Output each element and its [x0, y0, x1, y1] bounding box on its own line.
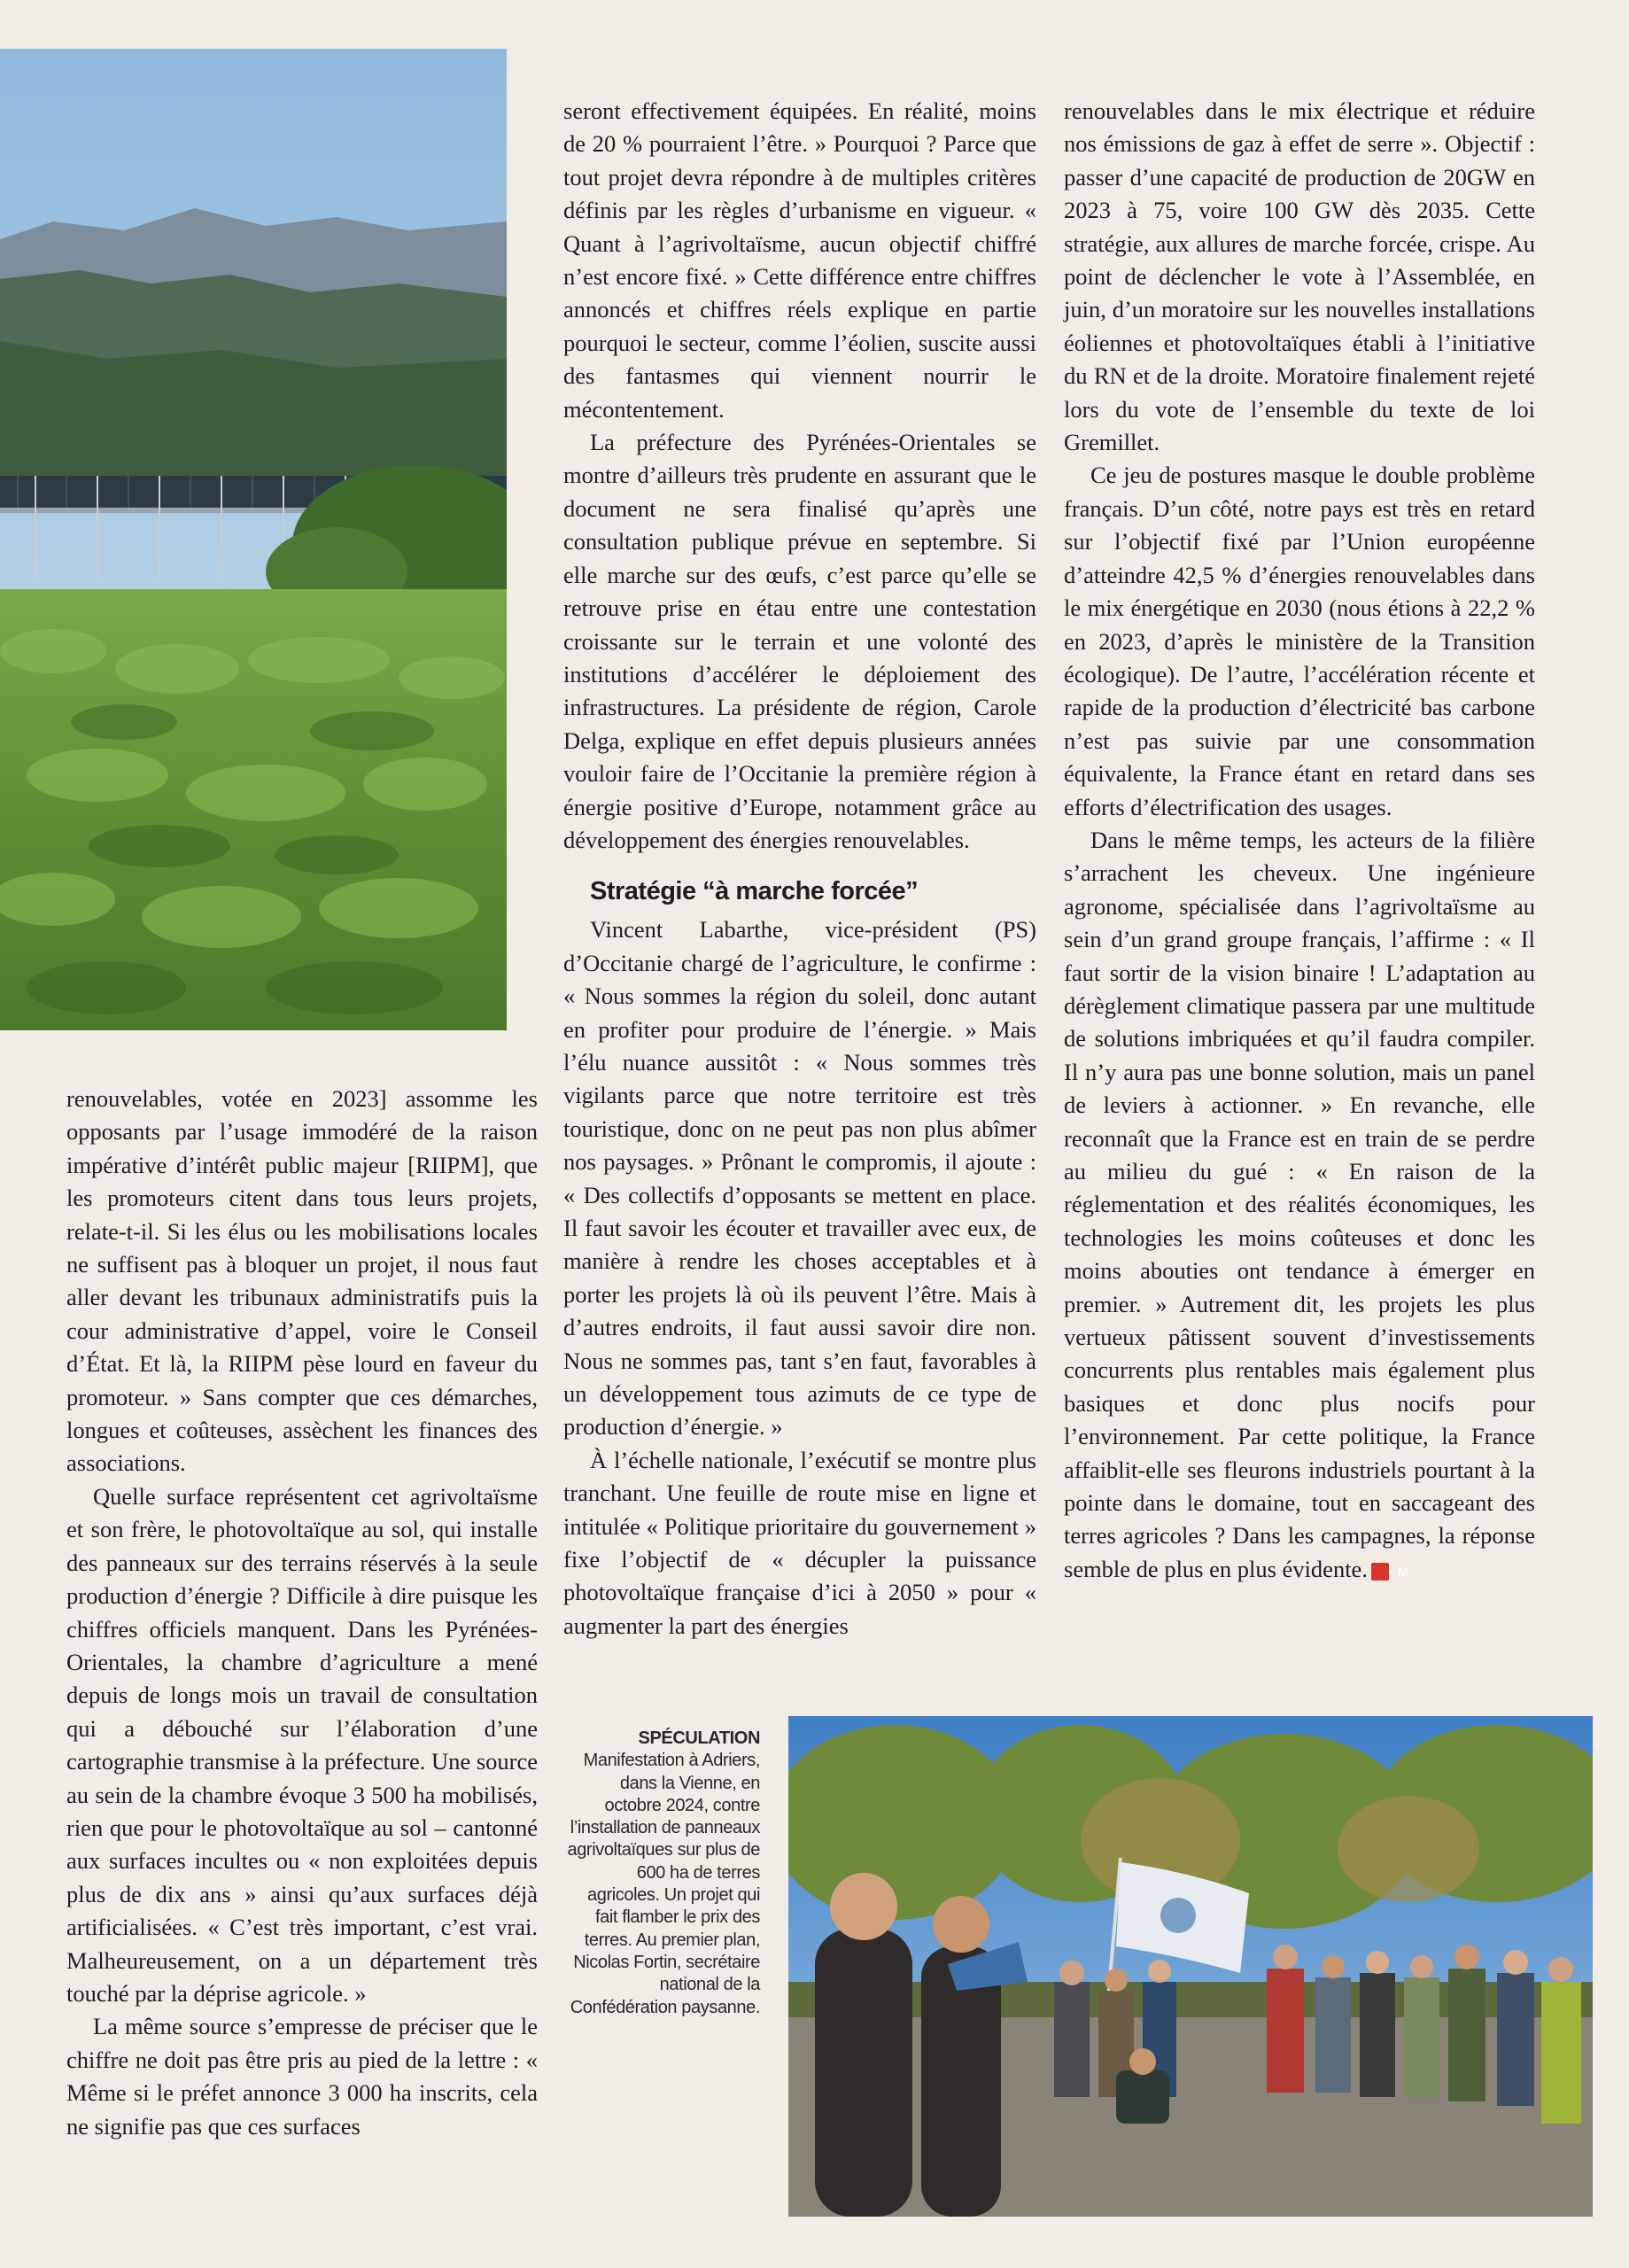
photo-caption [567, 1728, 760, 2019]
col2-paragraph-4: À l’échelle nationale, l’exécutif se montre plus tranchant. Une feuille de route mise en ligne et intitulée « Politique prioritaire du gouvernement » fixe l’objectif de « décupler la puissance photovoltaïque française d’ici à 2050 » pour « augmenter la part des énergies [563, 1446, 1036, 1639]
article-column-1 [66, 1083, 538, 2143]
col3-paragraph-3-text: Dans le même temps, les acteurs de la filière s’arrachent les cheveux. Une ingénieure agronome, spécialisée dans l’agrivoltaïsme au sein d’un grand groupe français, l’affirme : « Il faut sortir de la vision binaire ! L’adaptation au dérèglement climatique passera par une multitude de solutions imbriquées et qu’il faudra compiler. Il n’y aura pas une bonne solution, mais un panel de leviers à actionner. » En revanche, elle reconnaît que la France est en train de se perdre au milieu du gué : « En raison de la réglementation et des réalités économiques, les technologies les moins coûteuses et donc les moins abouties ont tendance à émerger en premier. » Autrement dit, les projets les plus vertueux pâtissent souvent d’investissements concurrents plus rentables mais également plus basiques et donc plus nocifs pour l’environnement. Par cette politique, la France affaiblit-elle ses fleurons industriels pourtant à la pointe dans le domaine, tout en saccageant des terres agricoles ? Dans les campagnes, la réponse semble de plus en plus évidente. [1064, 826, 1535, 1582]
end-of-article-icon: M [1371, 1563, 1389, 1581]
col2-paragraph-1: seront effectivement équipées. En réalité, moins de 20 % pourraient l’être. » Pourquoi ? Parce que tout projet devra répondre à de multiples critères définis par les règles d’urbanisme en vigueur. « Quant à l’agrivoltaïsme, aucun objectif chiffré n’est encore fixé. » Cette différence entre chiffres annoncés et chiffres réels explique en partie pourquoi le secteur, comme l’éolien, suscite aussi des fantasmes qui viennent nourrir le mécontentement. [563, 97, 1036, 423]
col3-paragraph-1: renouvelables dans le mix électrique et réduire nos émissions de gaz à effet de serre ». Objectif : passer d’une capacité de production de 20GW en 2023 à 75, voire 100 GW dès 2035. Cette stratégie, aux allures de marche forcée, crispe. Au point de déclencher le vote à l’Assemblée, en juin, d’un moratoire sur les nouvelles installations éoliennes et photovoltaïques établi à l’initiative du RN et de la droite. Moratoire finalement rejeté lors du vote de l’ensemble du texte de loi Gremillet. [1064, 97, 1535, 456]
col1-paragraph-3: La même source s’empresse de préciser que le chiffre ne doit pas être pris au pied de la lettre : « Même si le préfet annonce 3 000 ha inscrits, cela ne signifie pas que ces surfaces [66, 2013, 538, 2140]
col1-paragraph-1: renouvelables, votée en 2023] assomme les opposants par l’usage immodéré de la raison impérative d’intérêt public majeur [RIIPM], que les promoteurs citent dans tous leurs projets, relate-t-il. Si les élus ou les mobilisations locales ne suffisent pas à bloquer un projet, il nous faut aller devant les tribunaux administratifs puis la cour administrative d’appel, voire le Conseil d’État. Et là, la RIIPM pèse lourd en faveur du promoteur. » Sans compter que ces démarches, longues et coûteuses, assèchent les finances des associations. [66, 1085, 538, 1477]
caption-title: SPÉCULATION [638, 1728, 760, 1748]
col1-paragraph-2: Quelle surface représentent cet agrivoltaïsme et son frère, le photovoltaïque au sol, qui installe des panneaux sur des terrains réservés à la seule production d’énergie ? Difficile à dire puisque les chiffres officiels manquent. Dans les Pyrénées-Orientales, la chambre d’agriculture a mené depuis de longs mois un travail de consultation qui a débouché sur l’élaboration d’une cartographie transmise à la préfecture. Une source au sein de la chambre évoque 3 500 ha mobilisés, rien que pour le photovoltaïque au sol – cantonné aux surfaces incultes ou « non exploitées depuis plus de dix ans » ainsi qu’aux surfaces déjà artificialisées. « C’est très important, c’est vrai. Malheureusement, on a un département très touché par la déprise agricole. » [66, 1482, 538, 2007]
article-column-2 [563, 95, 1036, 1643]
article-column-3 [1064, 95, 1535, 1586]
vineyard-solar-illustration [0, 49, 507, 1030]
col3-paragraph-2: Ce jeu de postures masque le double problème français. D’un côté, notre pays est très en retard sur l’objectif fixé par l’Union européenne d’atteindre 42,5 % d’énergies renouvelables dans le mix énergétique en 2030 (nous étions à 22,2 % en 2023, d’après le ministère de la Transition écologique). De l’autre, l’accélération récente et rapide de la production d’électricité bas carbone n’est pas suivie par une consommation équivalente, la France étant en retard dans ses efforts d’électrification des usages. [1064, 462, 1535, 820]
col3-paragraph-3 [1064, 824, 1535, 1586]
col2-paragraph-3: Vincent Labarthe, vice-président (PS) d’Occitanie chargé de l’agriculture, le confirme : « Nous sommes la région du soleil, donc autant en profiter pour produire de l’énergie. » Mais l’élu nuance aussitôt : « Nous sommes très vigilants parce que notre territoire est très touristique, donc on ne peut pas non plus abîmer nos paysages. » Prônant le compromis, il ajoute : « Des collectifs d’opposants se mettent en place. Il faut savoir les écouter et travailler avec eux, de manière à rendre les choses acceptables et à porter les projets là où ils peuvent l’être. Mais à d’autres endroits, il faut aussi savoir dire non. Nous ne sommes pas, tant s’en faut, favorables à un développement tous azimuts de ce type de production d’énergie. » [563, 916, 1036, 1441]
protest-illustration [788, 1716, 1593, 2217]
vineyard-solar-photo [0, 49, 507, 1030]
caption-body: Manifestation à Adriers, dans la Vienne, en octobre 2024, contre l’installation de panneaux agrivoltaïques sur plus de 600 ha de terres agricoles. Un projet qui fait flamber le prix des terres. Au premier plan, Nicolas Fortin, secrétaire national de la Confédération paysanne. [567, 1751, 760, 2017]
col2-paragraph-2: La préfecture des Pyrénées-Orientales se montre d’ailleurs très prudente en assurant que le document ne sera finalisé qu’après une consultation publique prévue en septembre. Si elle marche sur des œufs, c’est parce qu’elle se retrouve prise en étau entre une contestation croissante sur le terrain et une volonté des institutions d’accélérer le déploiement des infrastructures. La présidente de région, Carole Delga, explique en effet depuis plusieurs années vouloir faire de l’Occitanie la première région à énergie positive d’Europe, notamment grâce au développement des énergies renouvelables. [563, 429, 1036, 853]
protest-photo [788, 1716, 1593, 2217]
section-subheading: Stratégie “à marche forcée” [590, 877, 919, 906]
